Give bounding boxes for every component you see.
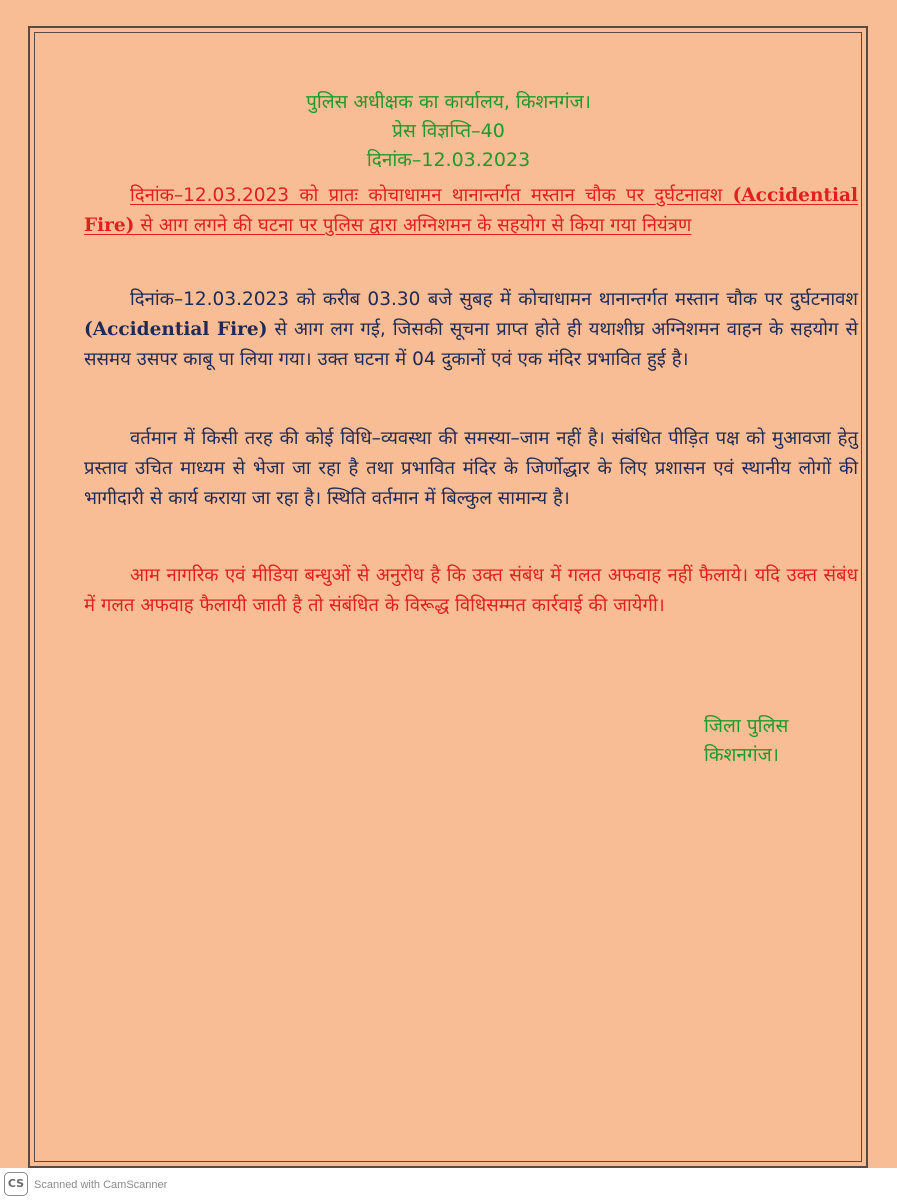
subject-text-2: से आग लगने की घटना पर पुलिस द्वारा अग्निशमन के सहयोग से किया गया नियंत्रण bbox=[134, 215, 692, 236]
body-paragraph-status: वर्तमान में किसी तरह की कोई विधि–व्यवस्था की समस्या–जाम नहीं है। संबंधित पीड़ित पक्ष को मुआवजा हेतु प्रस्ताव उचित माध्यम से भेजा जा रहा है तथा प्रभावित मंदिर के जिर्णोद्धार के लिए प्रशासन एवं स्थानीय लोगों की भागीदारी से कार्य कराया जा रहा है। स्थिति वर्तमान में बिल्कुल सामान्य है। bbox=[84, 428, 858, 509]
subject-line bbox=[84, 181, 858, 241]
body-paragraph-incident bbox=[84, 285, 858, 375]
signature-line-1: जिला पुलिस bbox=[704, 715, 789, 737]
subject-text-1: दिनांक–12.03.2023 को प्रातः कोचाधामन थानान्तर्गत मस्तान चौक पर दुर्घटनावश bbox=[130, 185, 733, 206]
paragraph1-text-1: दिनांक–12.03.2023 को करीब 03.30 बजे सुबह में कोचाधामन थानान्तर्गत मस्तान चौक पर दुर्घटनावश bbox=[130, 289, 858, 310]
camscanner-logo-icon: CS bbox=[4, 1172, 28, 1196]
scanned-with-label: Scanned with CamScanner bbox=[34, 1179, 168, 1191]
paragraph1-text-2: से आग लग गई, जिसकी सूचना प्राप्त होते ही यथाशीघ्र अग्निशमन वाहन के सहयोग से ससमय उसपर काबू पा लिया गया। उक्त घटना में 04 दुकानों एवं एक मंदिर प्रभावित हुई है। bbox=[84, 319, 859, 370]
signature-line-2: किशनगंज। bbox=[704, 744, 779, 766]
scanner-footer bbox=[0, 1168, 897, 1200]
release-date: दिनांक–12.03.2023 bbox=[366, 149, 531, 171]
paragraph1-english-term: (Accidential Fire) bbox=[84, 319, 268, 340]
press-release-number: प्रेस विज्ञप्ति–40 bbox=[392, 120, 505, 142]
office-title: पुलिस अधीक्षक का कार्यालय, किशनगंज। bbox=[306, 91, 591, 113]
body-paragraph-appeal: आम नागरिक एवं मीडिया बन्धुओं से अनुरोध है कि उक्त संबंध में गलत अफवाह नहीं फैलाये। यदि उक्त संबंध में गलत अफवाह फैलायी जाती है तो संबंधित के विरूद्ध विधिसम्मत कार्रवाई की जायेगी। bbox=[84, 565, 858, 616]
subject-english-term: (Accidential Fire) bbox=[84, 185, 858, 236]
